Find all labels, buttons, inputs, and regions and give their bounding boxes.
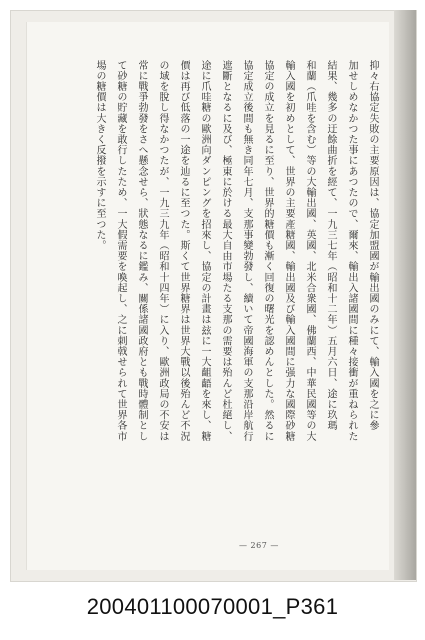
text-column: 加せしめなかつた事にあつたので、爾來、輸出入諸國間に種々接衝が重ねられた xyxy=(346,60,357,442)
text-column: 輸入國を初めとして、世界の主要產糖國、輸出國及び輸入國間に强力な國際砂糖 xyxy=(283,60,294,442)
text-column: 抑々右協定失敗の主要原因は、協定加盟國が輸出國のみにて、輸入國を之に參 xyxy=(367,60,378,431)
text-column: 場の糖價は大きく反撥を示すに至つた。 xyxy=(94,60,105,251)
text-column: て砂糖の貯藏を敢行したため、一大假需要を喚起し、之に刺戟せられて世界各市 xyxy=(115,60,126,442)
page-number: — 267 — xyxy=(239,541,279,550)
text-column: 結果、幾多の迂餘曲折を經て、一九三七年（昭和十二年）五月六日、途に玖瑪 xyxy=(325,60,336,431)
vertical-text-block xyxy=(79,60,379,548)
book-page xyxy=(26,22,389,570)
text-column: 協定成立後間も無き同年七月、支那事變勃發し、續いて帝國海軍の支那沿岸航行 xyxy=(241,60,252,442)
text-column: 常に戰爭勃發をさへ懸念せら、狀態なるに鑑み、關係諸國政府とも戰時體制とし xyxy=(136,60,147,442)
text-column: 價は再び低落の一途を辿るに至つた。斯くて世界糖界は世界大戰以後殆んど不況 xyxy=(178,60,189,442)
image-caption: 200401100070001_P361 xyxy=(86,594,339,619)
text-column: 協定の成立を見るに至り、世界的糖價も漸く回復の曙光を認めんとした。然るに xyxy=(262,60,273,442)
text-column: 和蘭（爪哇を含む）等の大輸出國、英國、北米合衆國、佛蘭西、中華民國等の大 xyxy=(304,60,315,442)
text-column: 途に爪哇糖の歐洲向ダンピングを招來し、協定の計畫は玆に一大齟齬を來し、糖 xyxy=(199,60,210,442)
book-spine-shadow xyxy=(394,10,416,580)
text-column: の域を脫し得なかつたが、一九三九年（昭和十四年）に入り、歐洲政局の不安は xyxy=(157,60,168,442)
text-column: 遮斷となるに及び、極東に於ける最大自由市場たる支那の需要は殆んど杜絕し、 xyxy=(220,60,231,442)
